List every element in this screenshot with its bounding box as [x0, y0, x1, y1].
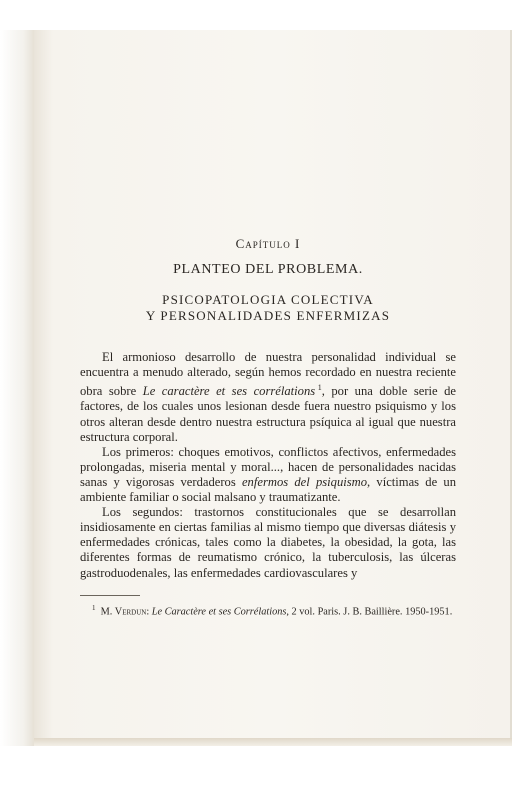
paragraph-2-text-c: , víctimas de un ambiente familiar o social malsano y traumatizante.: [80, 474, 456, 505]
paragraph-2-emphasis: enfermos del psiquismo: [241, 474, 368, 489]
page-edge: [34, 738, 512, 746]
paragraph-3-text-a: Los segundos: trastornos constitucionales que se desarrollan insidiosamente en ciertas familias al mismo tiempo que diversas diátesis y enfermedades crónicas, tales como la diabetes, la obesidad, la gota, las diferentes formas de reumatismo crónico, la tuberculosis, las úlceras gastroduodenales, las enfermedades cardiovasculares y: [80, 505, 456, 580]
footnote-author: M. Verdun: [100, 606, 147, 618]
binding-shadow: [0, 30, 34, 746]
footnote-number: 1: [92, 603, 96, 612]
subtitle-line-1: PSICOPATOLOGIA COLECTIVA: [162, 292, 374, 307]
footnote: [80, 602, 456, 618]
page-content: [80, 236, 456, 618]
chapter-title: PLANTEO DEL PROBLEMA.: [173, 262, 363, 277]
paragraph-3: [80, 505, 456, 580]
chapter-subtitle: [80, 292, 456, 324]
chapter-label: Capítulo I: [235, 236, 301, 251]
subtitle-line-2: Y PERSONALIDADES ENFERMIZAS: [145, 308, 391, 323]
paragraph-1-text-a: El armonioso desarrollo de nuestra personalidad individual se encuentra a menudo alterado, según hemos recordado en nuestra reciente obra sobre: [80, 350, 456, 399]
paragraph-2-text-a: Los primeros: choques emotivos, conflictos afectivos, enfermedades prolongadas, miseria mental y moral..., hacen de personalidades nacidas sanas y vigorosas verdaderos: [80, 444, 456, 489]
footnote-rule: [80, 595, 140, 596]
footnote-separator: :: [146, 606, 152, 618]
footnote-rest: , 2 vol. Paris. J. B. Baillière. 1950-1951.: [286, 606, 453, 618]
paragraph-2: [80, 445, 456, 505]
footnote-work: Le Caractère et ses Corrélations: [151, 606, 287, 618]
paragraph-1-book-title: Le caractère et ses corrélations: [142, 384, 316, 399]
paragraph-1-text-c: , por una doble serie de factores, de los cuales unos lesionan desde fuera nuestro psiquismo y los otros alteran desde dentro nuestra estructura psíquica al igual que nuestra estructura corporal.: [80, 384, 456, 444]
footnote-marker: 1: [317, 383, 322, 393]
paragraph-1: [80, 350, 456, 445]
